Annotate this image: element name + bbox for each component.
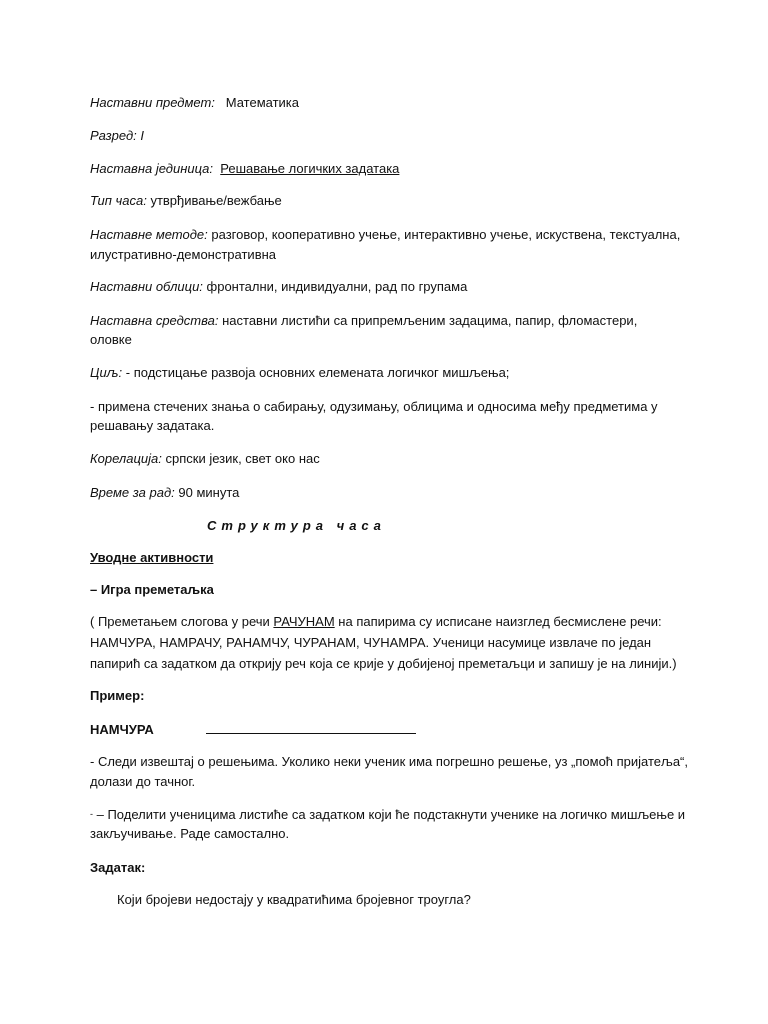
- grade-label: Разред: I: [90, 128, 144, 143]
- share-value-1: – Поделити ученицима листиће са задатком који ће подстакнути ученике на логичко мишљење и: [93, 807, 686, 822]
- time-value: 90 минута: [178, 485, 240, 500]
- correlation-value: српски језик, свет око нас: [165, 451, 320, 466]
- methods-line-1: [90, 227, 690, 243]
- methods-line-2: [90, 247, 690, 263]
- subject-line: [90, 95, 690, 111]
- intro-game: – Игра преметаљка: [90, 582, 214, 597]
- intro-desc-line-3: [90, 656, 690, 672]
- intro-desc-1b: на папирима су исписане наизглед бесмислене речи:: [334, 614, 662, 629]
- intro-desc-line-1: [90, 614, 690, 630]
- methods-label: Наставне методе:: [90, 227, 208, 242]
- subject-value: Математика: [225, 95, 300, 110]
- report-value-2: долази до тачног.: [90, 774, 196, 789]
- task-label: Задатак:: [90, 860, 146, 875]
- lesson-type-value: утврђивање/вежбање: [150, 193, 282, 208]
- materials-value-1: наставни листићи са припремљеним задацима, папир, фломастери,: [222, 313, 638, 328]
- task-text: Који бројеви недостају у квадратићима бројевног троугла?: [117, 892, 471, 907]
- intro-desc-1a: ( Преметањем слогова у речи: [90, 614, 274, 629]
- methods-value-2: илустративно-демонстративна: [90, 247, 277, 262]
- example-label: Пример:: [90, 688, 145, 703]
- correlation-line: [90, 451, 690, 467]
- materials-value-2: оловке: [90, 332, 132, 347]
- forms-line: [90, 279, 690, 295]
- intro-game-line: [90, 582, 690, 598]
- time-label: Време за рад:: [90, 485, 175, 500]
- intro-desc-3: папирић са задатком да открију реч која се крије у добијеној преметаљци и запишу је на линији.): [90, 656, 677, 671]
- unit-line: [90, 161, 690, 177]
- goal-line-1: [90, 365, 690, 381]
- forms-value: фронтални, индивидуални, рад по групама: [206, 279, 468, 294]
- goal-p2-line-1: [90, 399, 690, 415]
- materials-label: Наставна средства:: [90, 313, 219, 328]
- grade-line: [90, 128, 690, 144]
- report-line-1: [90, 754, 690, 770]
- correlation-label: Корелација:: [90, 451, 162, 466]
- example-word: НАМЧУРА: [90, 722, 154, 737]
- goal-p2-value-2: решавању задатака.: [90, 418, 215, 433]
- example-line: [90, 721, 690, 738]
- goal-p2-line-2: [90, 418, 690, 434]
- report-value-1: - Следи извештај о решењима. Уколико неки ученик има погрешно решење, уз „помоћ пријатеља“,: [90, 754, 688, 769]
- unit-value: Решавање логичких задатака: [220, 161, 400, 176]
- intro-heading: Уводне активности: [90, 550, 214, 565]
- structure-title-line: [207, 518, 768, 534]
- share-line-1: [90, 806, 690, 823]
- example-label-line: [90, 688, 690, 704]
- intro-heading-line: [90, 550, 690, 566]
- unit-label: Наставна јединица:: [90, 161, 214, 176]
- share-dash: -: [90, 809, 93, 819]
- structure-title: Структура часа: [207, 518, 386, 533]
- intro-desc-word: РАЧУНАМ: [273, 614, 335, 629]
- intro-desc-2: НАМЧУРА, НАМРАЧУ, РАНАМЧУ, ЧУРАНАМ, ЧУНАМРА. Ученици насумице извлаче по један: [90, 635, 652, 650]
- materials-line-2: [90, 332, 690, 348]
- goal-p2-value-1: - примена стечених знања о сабирању, одузимању, облицима и односима међу предметима у: [90, 399, 658, 414]
- time-line: [90, 485, 690, 501]
- lesson-type-label: Тип часа:: [90, 193, 147, 208]
- task-label-line: [90, 860, 690, 876]
- intro-desc-line-2: [90, 635, 690, 651]
- answer-blank-line: [206, 721, 416, 734]
- methods-value-1: разговор, кооперативно учење, интерактивно учење, искуствена, текстуална,: [211, 227, 681, 242]
- forms-label: Наставни облици:: [90, 279, 203, 294]
- share-line-2: [90, 826, 690, 842]
- subject-label: Наставни предмет:: [90, 95, 215, 110]
- materials-line-1: [90, 313, 690, 329]
- report-line-2: [90, 774, 690, 790]
- goal-label: Циљ:: [90, 365, 123, 380]
- lesson-type-line: [90, 193, 690, 209]
- task-text-line: [117, 892, 717, 908]
- goal-value-1: - подстицање развоја основних елемената логичког мишљења;: [125, 365, 510, 380]
- share-value-2: закључивање. Раде самостално.: [90, 826, 290, 841]
